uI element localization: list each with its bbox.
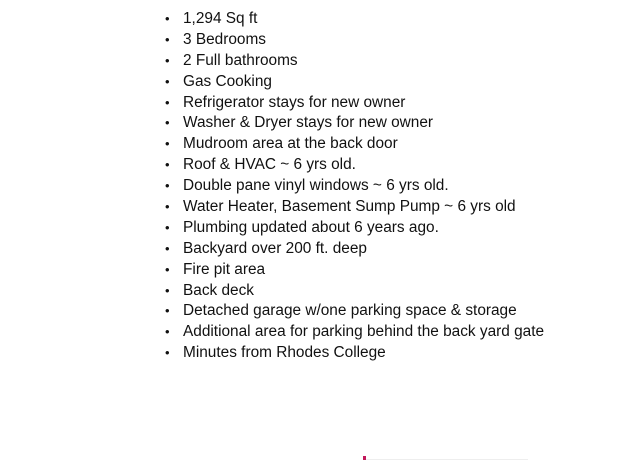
bullet-icon: • (165, 157, 170, 173)
list-item-text: 1,294 Sq ft (183, 10, 258, 27)
list-item (162, 176, 622, 197)
list-item (162, 9, 622, 30)
list-item-text: 2 Full bathrooms (183, 51, 298, 69)
list-item (162, 197, 622, 218)
list-item (162, 51, 622, 72)
bullet-icon: • (165, 115, 170, 131)
bullet-icon: • (165, 52, 170, 68)
list-item-text: 3 Bedrooms (183, 30, 266, 48)
list-item-text: Roof & HVAC ~ 6 yrs old. (183, 156, 356, 174)
list-item-text: Double pane vinyl windows ~ 6 yrs old. (183, 177, 449, 195)
list-item (162, 30, 622, 51)
list-item-text: Plumbing updated about 6 years ago. (183, 218, 439, 236)
list-item (162, 343, 622, 364)
list-item (162, 301, 622, 322)
bullet-icon: • (165, 73, 170, 89)
feature-list (162, 9, 622, 364)
list-item (162, 72, 622, 93)
list-item-text: Fire pit area (183, 260, 266, 278)
bullet-icon: • (165, 324, 170, 340)
list-item (162, 218, 622, 239)
list-item (162, 113, 622, 134)
list-item-text: Backyard over 200 ft. deep (183, 239, 367, 257)
bullet-icon: • (165, 345, 170, 361)
bullet-icon: • (165, 219, 170, 235)
list-item-text: Washer & Dryer stays for new owner (183, 114, 434, 132)
list-item-text: Back deck (183, 281, 255, 299)
list-item-text: Gas Cooking (183, 72, 272, 90)
list-item (162, 260, 622, 281)
list-item-text: Mudroom area at the back door (183, 135, 398, 153)
list-item-text: Additional area for parking behind the back yard gate (183, 323, 545, 341)
list-item (162, 281, 622, 302)
list-item-text: Minutes from Rhodes College (183, 344, 386, 362)
bullet-icon: • (165, 282, 170, 298)
bullet-icon: • (165, 136, 170, 152)
list-item-text: Water Heater, Basement Sump Pump ~ 6 yrs old (183, 198, 516, 216)
list-item (162, 322, 622, 343)
list-item (162, 93, 622, 114)
bullet-icon: • (165, 31, 170, 47)
list-item (162, 239, 622, 260)
bullet-icon: • (165, 240, 170, 256)
list-item (162, 155, 622, 176)
bullet-icon: • (165, 94, 170, 110)
bullet-icon: • (165, 178, 170, 194)
list-item-text: Refrigerator stays for new owner (183, 93, 406, 111)
bullet-icon: • (165, 303, 170, 319)
bullet-icon: • (165, 261, 170, 277)
bullet-icon: • (165, 199, 170, 215)
list-item (162, 134, 622, 155)
bullet-icon: • (165, 11, 170, 26)
list-item-text: Detached garage w/one parking space & storage (183, 302, 517, 320)
